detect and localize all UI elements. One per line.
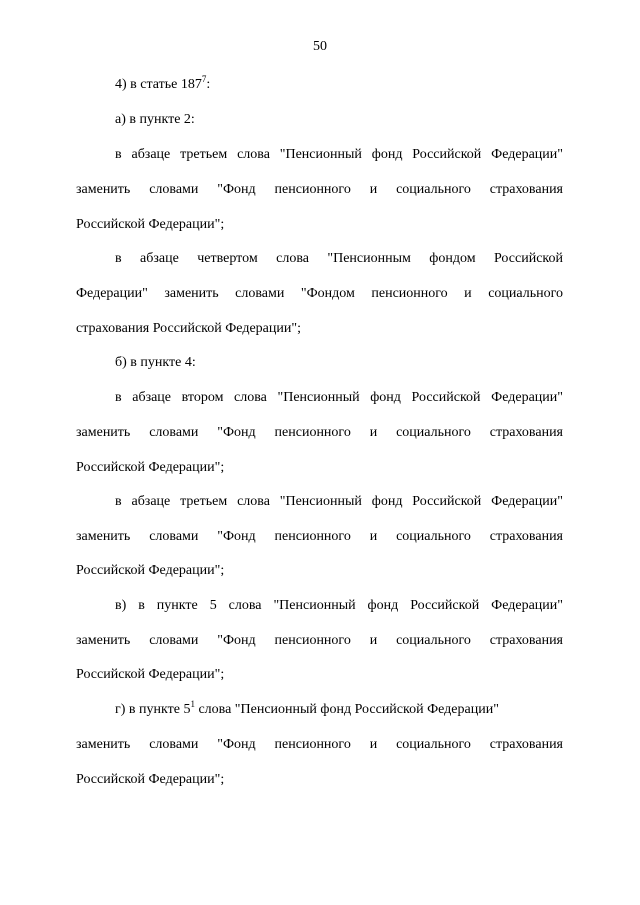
paragraph-line: заменить словами "Фонд пенсионного и социального страхования: [76, 737, 563, 752]
superscript: 1: [190, 699, 195, 709]
paragraph-line: страхования Российской Федерации";: [76, 321, 301, 336]
item-g-line: г) в пункте $5^1$ слова "Пенсионный фонд Российской Федерации": [115, 699, 499, 717]
page-number: 50: [313, 39, 327, 54]
item-v-line: в) в пункте 5 слова "Пенсионный фонд Российской Федерации": [115, 598, 563, 613]
item-a-heading: а) в пункте 2:: [115, 112, 195, 127]
paragraph-line: заменить словами "Фонд пенсионного и социального страхования: [76, 633, 563, 648]
paragraph-line: Российской Федерации";: [76, 217, 225, 232]
paragraph-line: Российской Федерации";: [76, 460, 225, 475]
item-b-heading: б) в пункте 4:: [115, 355, 196, 370]
article-heading: 4) в статье $187^7$:: [115, 74, 211, 92]
paragraph-line: заменить словами "Фонд пенсионного и социального страхования: [76, 182, 563, 197]
paragraph-line: заменить словами "Фонд пенсионного и социального страхования: [76, 425, 563, 440]
paragraph-line: Российской Федерации";: [76, 563, 225, 578]
paragraph-line: в абзаце третьем слова "Пенсионный фонд Российской Федерации": [115, 147, 563, 162]
paragraph-line: в абзаце четвертом слова "Пенсионным фондом Российской: [115, 251, 563, 266]
paragraph-line: в абзаце втором слова "Пенсионный фонд Российской Федерации": [115, 390, 563, 405]
paragraph-line: заменить словами "Фонд пенсионного и социального страхования: [76, 529, 563, 544]
paragraph-line: в абзаце третьем слова "Пенсионный фонд Российской Федерации": [115, 494, 563, 509]
paragraph-line: Российской Федерации";: [76, 772, 225, 787]
superscript: 7: [201, 74, 207, 84]
paragraph-line: Федерации" заменить словами "Фондом пенсионного и социального: [76, 286, 563, 301]
paragraph-line: Российской Федерации";: [76, 667, 225, 682]
